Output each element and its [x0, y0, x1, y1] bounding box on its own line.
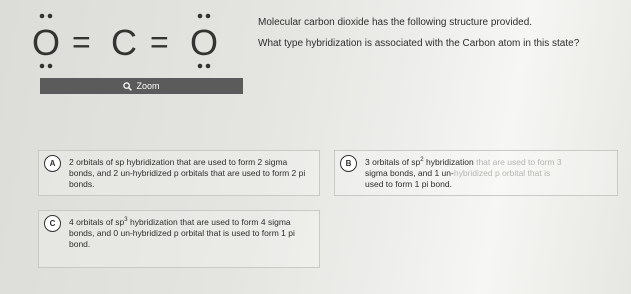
zoom-label: Zoom	[136, 81, 160, 91]
option-c[interactable]	[38, 210, 320, 268]
left-bond: =	[72, 24, 91, 60]
carbon-atom: C	[111, 22, 137, 63]
option-a-text: 2 orbitals of sp hybridization that are used to form 2 sigma bonds, and 2 un-hybridized p orbitals that are used to form 2 pi bonds.	[69, 157, 306, 189]
option-a[interactable]	[38, 150, 320, 196]
option-b-text: 3 orbitals of $sp^2$ hybridization that are used to form 3 sigma bonds, and 1 un-hybridized p orbital that is used to form 1 pi bond.	[365, 157, 562, 189]
right-oxygen: O	[190, 22, 219, 63]
question-line-1: Molecular carbon dioxide has the following structure provided.	[258, 17, 533, 28]
magnifier-icon	[123, 82, 132, 91]
co2-lewis-structure	[30, 10, 245, 72]
question-text	[258, 16, 598, 58]
option-a-letter: A	[44, 155, 61, 172]
right-bond: =	[150, 24, 169, 60]
option-c-letter: C	[44, 215, 61, 232]
option-b-letter: B	[340, 155, 357, 172]
zoom-button[interactable]	[40, 78, 243, 94]
question-line-2: What type hybridization is associated with the Carbon atom in this state?	[258, 38, 580, 49]
option-b[interactable]	[334, 150, 618, 196]
option-c-text: 4 orbitals of $sp^3$ hybridization that are used to form 4 sigma bonds, and 0 un-hybridized p orbital that is used to form 1 pi bond.	[69, 217, 295, 249]
left-oxygen: O	[32, 22, 61, 63]
